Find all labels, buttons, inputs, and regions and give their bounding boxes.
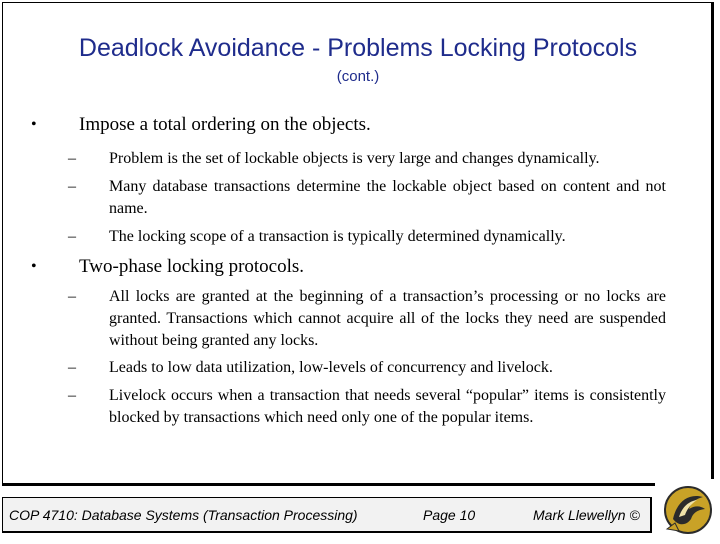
footer-page-number: Page 10: [423, 507, 476, 523]
dash-marker: –: [68, 228, 76, 245]
slide-title: Deadlock Avoidance - Problems Locking Protocols: [78, 34, 638, 62]
slide-footer: [2, 497, 652, 533]
dash-marker: –: [68, 150, 76, 167]
bullet-1-sub-1: Problem is the set of lockable objects is very large and changes dynamically.: [109, 150, 600, 167]
bullet-2-sub-1: All locks are granted at the beginning of a transaction’s processing or no locks are granted. Transactions which cannot acquire all of the locks they need are suspended without being granted any locks.: [109, 288, 666, 349]
bullet-1-text: Impose a total ordering on the objects.: [79, 114, 371, 135]
bullet-1-sub-3: The locking scope of a transaction is typically determined dynamically.: [109, 228, 566, 245]
footer-author: Mark Llewellyn ©: [533, 507, 640, 523]
dash-marker: –: [68, 387, 76, 404]
footer-course: COP 4710: Database Systems (Transaction Processing): [9, 507, 358, 523]
dash-marker: –: [68, 288, 76, 305]
slide-subtitle: (cont.): [336, 68, 380, 85]
ucf-pegasus-logo-icon: [655, 479, 717, 539]
dash-marker: –: [68, 359, 76, 376]
dash-marker: –: [68, 178, 76, 195]
bullet-2-text: Two-phase locking protocols.: [79, 256, 305, 277]
bullet-1-sub-2: Many database transactions determine the lockable object based on content and not name.: [109, 178, 666, 217]
bullet-2-sub-2: Leads to low data utilization, low-levels of concurrency and livelock.: [109, 359, 553, 376]
bullet-marker: •: [31, 116, 37, 133]
bullet-marker: •: [31, 258, 37, 275]
bullet-2-sub-3: Livelock occurs when a transaction that needs several “popular” items is consistently blocked by transactions which need only one of the popular items.: [109, 387, 666, 426]
